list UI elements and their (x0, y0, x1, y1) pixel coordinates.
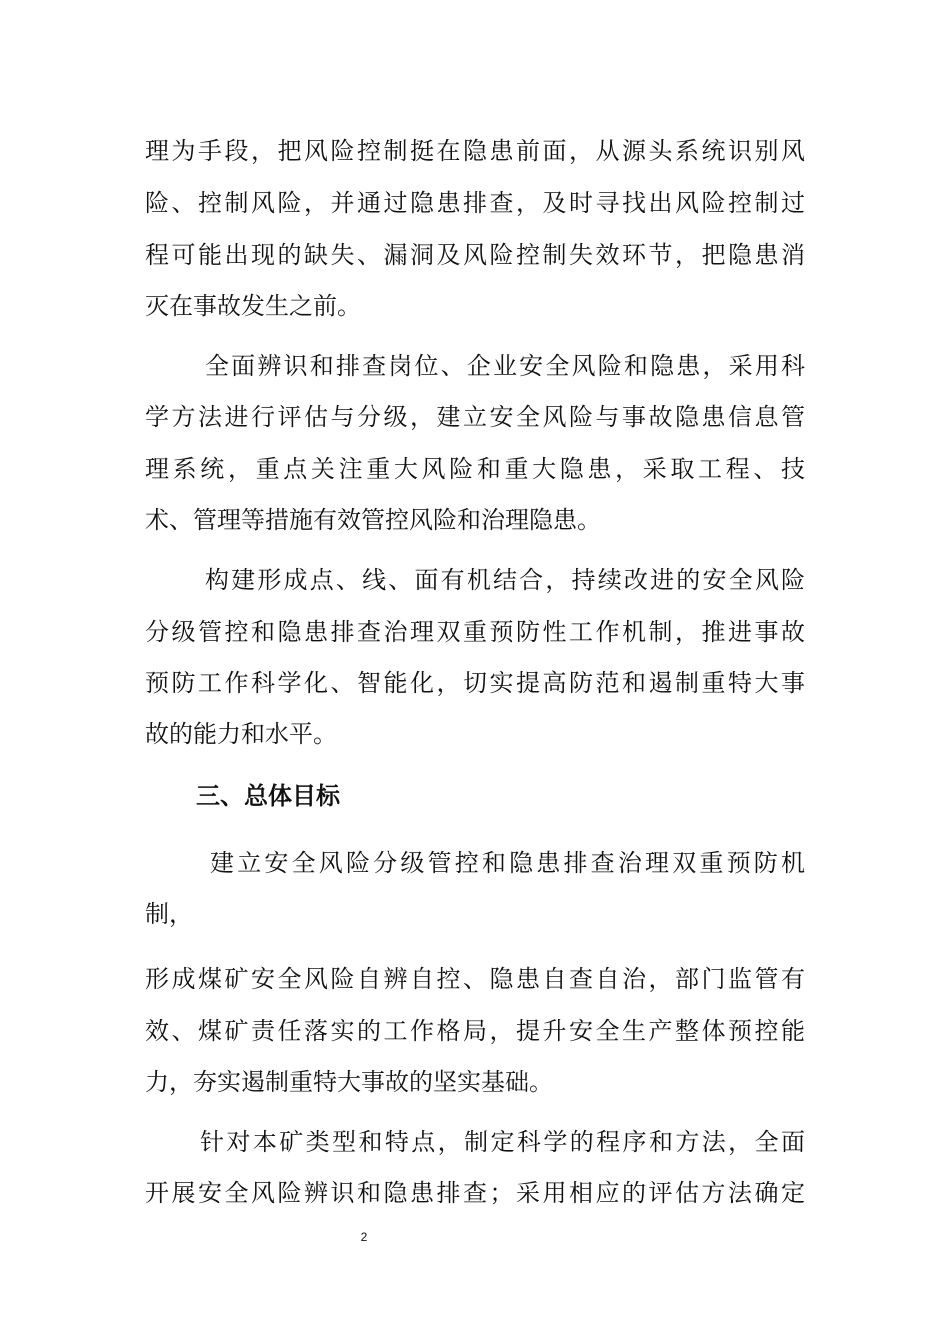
page-number: 2 (360, 1230, 368, 1244)
paragraph-5-line-3: 力，夯实遏制重特大事故的坚实基础。 (145, 1068, 553, 1096)
paragraph-1-line-4: 灭在事故发生之前。 (145, 292, 361, 320)
paragraph-3-line-4: 故的能力和水平。 (145, 720, 337, 748)
paragraph-2-line-4: 术、管理等措施有效管控风险和治理隐患。 (145, 506, 601, 534)
paragraph-3-line-1: 构建形成点、线、面有机结合，持续改进的安全风险 (205, 566, 805, 594)
paragraph-2-line-1: 全面辨识和排查岗位、企业安全风险和隐患，采用科 (205, 352, 805, 380)
paragraph-1-line-2: 险、控制风险，并通过隐患排查，及时寻找出风险控制过 (145, 189, 805, 217)
paragraph-3-line-3: 预防工作科学化、智能化，切实提高防范和遏制重特大事 (145, 669, 805, 697)
section-heading: 三、总体目标 (196, 782, 340, 810)
paragraph-5-line-2: 效、煤矿责任落实的工作格局，提升安全生产整体预控能 (145, 1017, 805, 1045)
paragraph-4-line-2: 制， (145, 900, 193, 928)
paragraph-2-line-2: 学方法进行评估与分级，建立安全风险与事故隐患信息管 (145, 403, 805, 431)
paragraph-6-line-1: 针对本矿类型和特点，制定科学的程序和方法，全面 (200, 1128, 805, 1156)
paragraph-1-line-1: 理为手段，把风险控制挺在隐患前面，从源头系统识别风 (145, 137, 805, 165)
paragraph-4-line-1: 建立安全风险分级管控和隐患排查治理双重预防机 (210, 849, 805, 877)
paragraph-6-line-2: 开展安全风险辨识和隐患排查；采用相应的评估方法确定 (145, 1179, 805, 1207)
paragraph-1-line-3: 程可能出现的缺失、漏洞及风险控制失效环节，把隐患消 (145, 241, 805, 269)
paragraph-5-line-1: 形成煤矿安全风险自辨自控、隐患自查自治，部门监管有 (145, 965, 805, 993)
paragraph-2-line-3: 理系统，重点关注重大风险和重大隐患，采取工程、技 (145, 455, 805, 483)
paragraph-3-line-2: 分级管控和隐患排查治理双重预防性工作机制，推进事故 (145, 618, 805, 646)
